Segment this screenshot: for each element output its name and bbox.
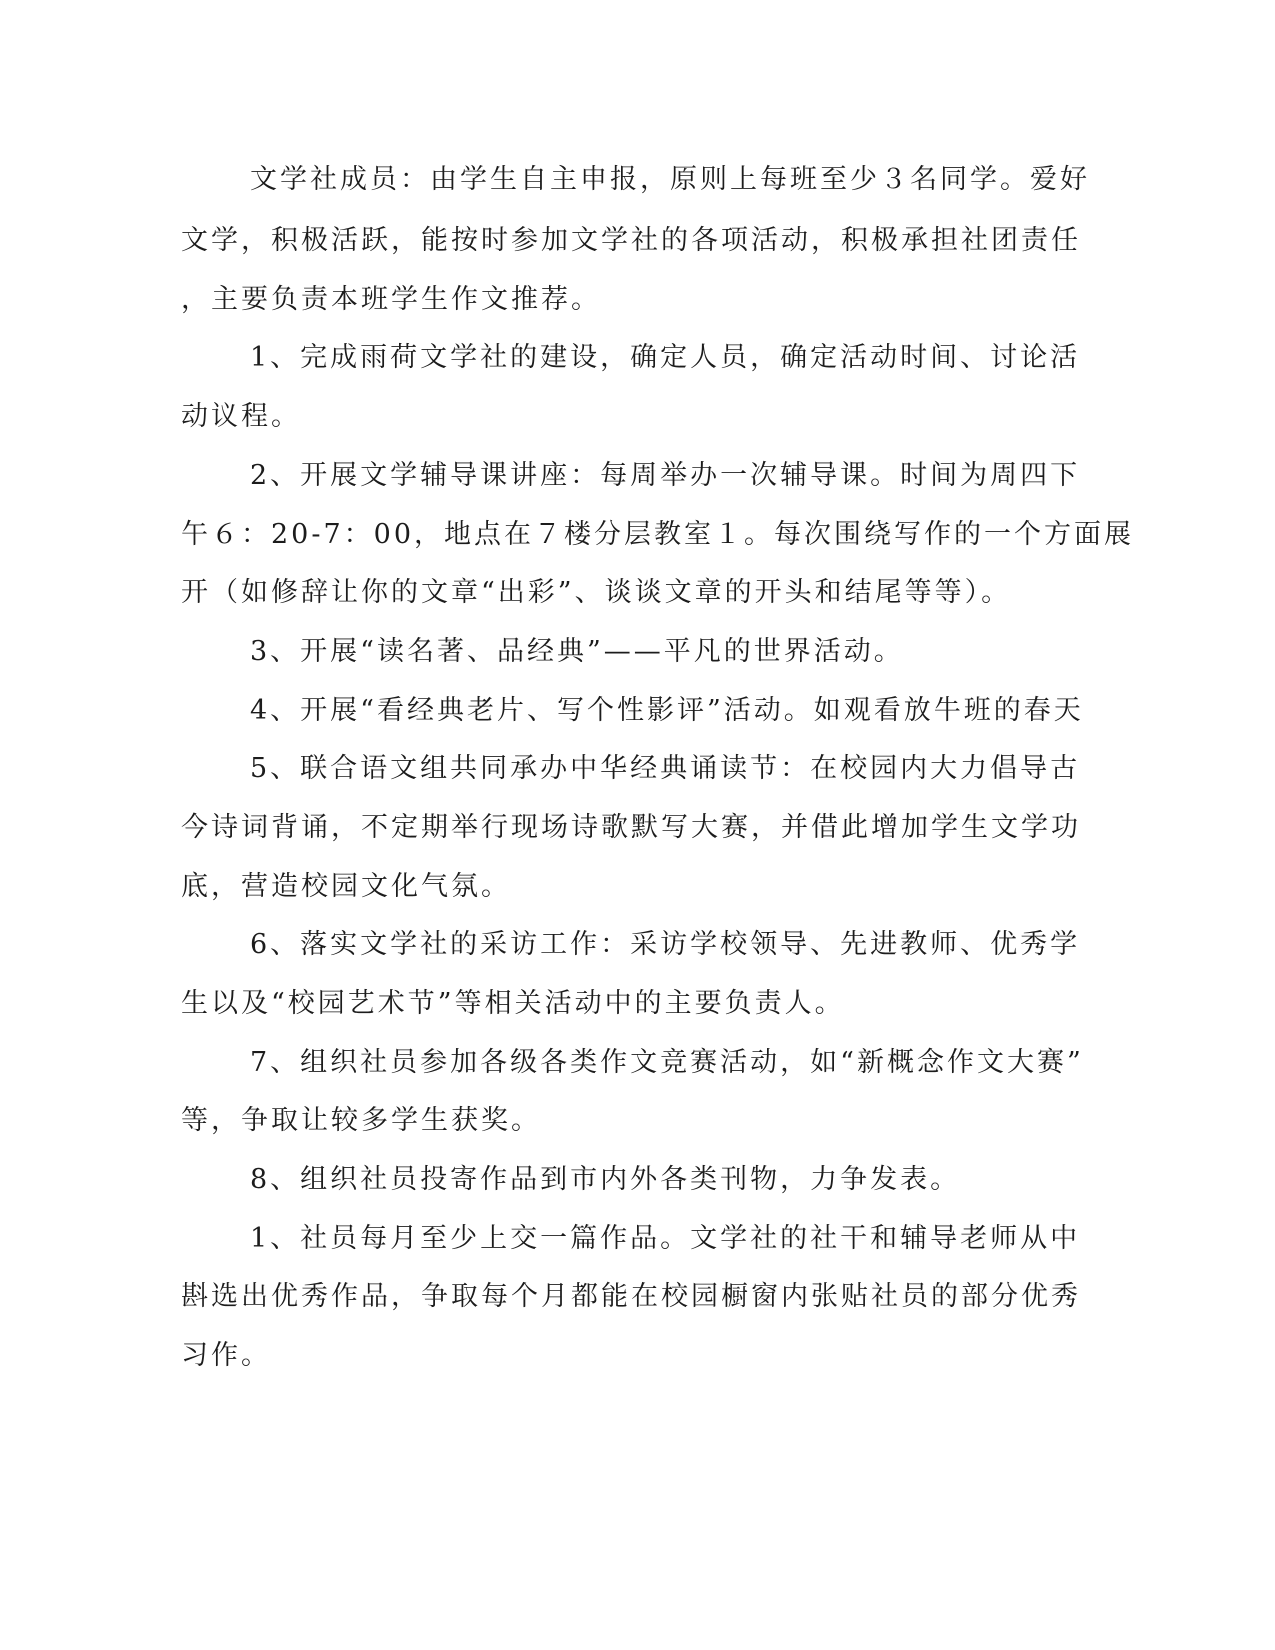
paragraph-line: 1、社员每月至少上交一篇作品。文学社的社干和辅导老师从中 [250, 1223, 1081, 1254]
paragraph-line: 4、开展“看经典老片、写个性影评”活动。如观看放牛班的春天 [250, 695, 1084, 726]
paragraph-line: 今诗词背诵，不定期举行现场诗歌默写大赛，并借此增加学生文学功 [181, 812, 1081, 843]
paragraph-line: 动议程。 [181, 401, 301, 432]
paragraph-line: 文学，积极活跃，能按时参加文学社的各项活动，积极承担社团责任 [181, 225, 1081, 256]
paragraph-line: 底，营造校园文化气氛。 [181, 871, 511, 902]
paragraph-line: 文学社成员：由学生自主申报，原则上每班至少３名同学。爱好 [250, 164, 1090, 195]
paragraph-line: 2、开展文学辅导课讲座：每周举办一次辅导课。时间为周四下 [250, 460, 1081, 491]
paragraph-line: 习作。 [181, 1340, 271, 1371]
paragraph-line: 午６：20-7：00，地点在７楼分层教室１。每次围绕写作的一个方面展 [181, 519, 1135, 550]
paragraph-line: 斟选出优秀作品，争取每个月都能在校园橱窗内张贴社员的部分优秀 [181, 1281, 1081, 1312]
paragraph-line: 开（如修辞让你的文章“出彩”、谈谈文章的开头和结尾等等）。 [181, 577, 1012, 608]
paragraph-line: 6、落实文学社的采访工作：采访学校领导、先进教师、优秀学 [250, 929, 1081, 960]
paragraph-line: 5、联合语文组共同承办中华经典诵读节：在校园内大力倡导古 [250, 753, 1081, 784]
paragraph-line: 7、组织社员参加各级各类作文竞赛活动，如“新概念作文大赛” [250, 1047, 1084, 1078]
paragraph-line: 生以及“校园艺术节”等相关活动中的主要负责人。 [181, 988, 845, 1019]
paragraph-line: ，主要负责本班学生作文推荐。 [181, 284, 601, 315]
paragraph-line: 3、开展“读名著、品经典”——平凡的世界活动。 [250, 636, 904, 667]
paragraph-line: 8、组织社员投寄作品到市内外各类刊物，力争发表。 [250, 1164, 961, 1195]
paragraph-line: 等，争取让较多学生获奖。 [181, 1105, 541, 1136]
paragraph-line: 1、完成雨荷文学社的建设，确定人员，确定活动时间、讨论活 [250, 342, 1081, 373]
